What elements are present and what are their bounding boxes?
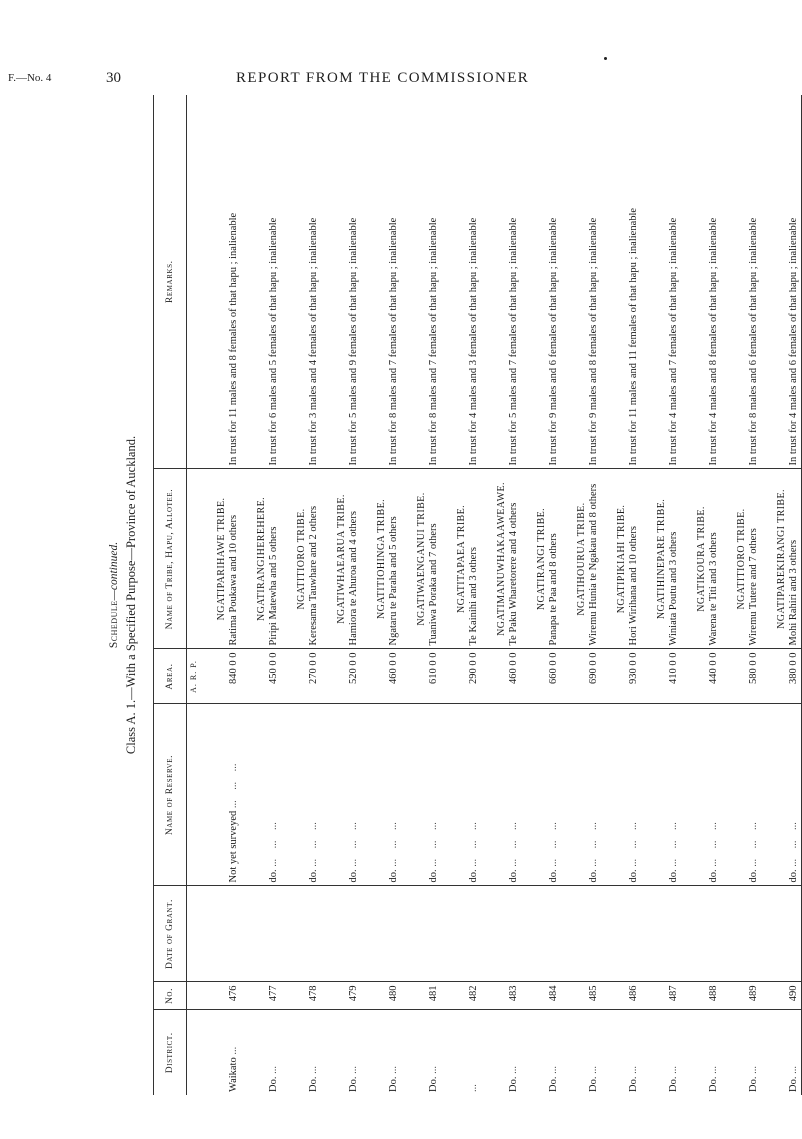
date-cell — [401, 886, 441, 982]
col-district: District. — [154, 1010, 187, 1095]
remarks-cell: In trust for 9 males and 6 females of that hapu ; inalienable — [548, 217, 559, 466]
reserve-cell: do. ... ... ... — [521, 704, 561, 886]
tribe-name: NGATIRANGIHEREHERE. — [256, 497, 267, 621]
reserve-cell: do. ... ... ... — [601, 704, 641, 886]
district-cell: Do. ... — [321, 1010, 361, 1095]
reserve-cell: do. ... ... ... — [401, 704, 441, 886]
allotee-name: Mohi Rahiri and 3 others — [788, 539, 799, 646]
reserve-cell: do. ... ... ... — [681, 704, 721, 886]
district-cell: Do. ... — [561, 1010, 601, 1095]
remarks-cell: In trust for 4 males and 7 females of that hapu ; inalienable — [668, 217, 679, 466]
tribe-cell — [321, 469, 361, 649]
tribe-name: NGATITIOHINGA TRIBE. — [376, 498, 387, 620]
area-cell: 440 0 0 — [681, 649, 721, 704]
allotee-name: Hori Wirihana and 10 others — [628, 525, 639, 646]
tribe-cell — [441, 469, 481, 649]
tribe-cell — [721, 469, 761, 649]
district-cell: Do. ... — [401, 1010, 441, 1095]
rotated-schedule — [108, 95, 799, 1095]
allotee-name: Wiremu Hunia te Ngakau and 8 others — [588, 483, 599, 646]
district-cell: Waikato ... — [201, 1010, 241, 1095]
col-area: Area. — [154, 649, 187, 704]
table-row — [761, 95, 802, 1095]
area-cell: 290 0 0 — [441, 649, 481, 704]
number-cell: 480 — [361, 982, 401, 1010]
tribe-cell — [201, 469, 241, 649]
remarks-cell: In trust for 11 males and 11 females of that hapu ; inalienable — [628, 207, 639, 466]
number-cell: 488 — [681, 982, 721, 1010]
table-row — [681, 95, 721, 1095]
date-cell — [641, 886, 681, 982]
reserves-table — [153, 95, 802, 1095]
col-reserve: Name of Reserve. — [154, 704, 187, 886]
district-cell: Do. ... — [281, 1010, 321, 1095]
table-row — [601, 95, 641, 1095]
reserve-cell: do. ... ... ... — [361, 704, 401, 886]
remarks-cell: In trust for 5 males and 9 females of that hapu ; inalienable — [348, 217, 359, 466]
units-row — [187, 95, 202, 1095]
area-cell: 450 0 0 — [241, 649, 281, 704]
table-row — [521, 95, 561, 1095]
date-cell — [281, 886, 321, 982]
page-reference: F.—No. 4 — [8, 72, 52, 84]
area-cell: 930 0 0 — [601, 649, 641, 704]
table-row — [401, 95, 441, 1095]
area-cell: 410 0 0 — [641, 649, 681, 704]
allotee-name: Hamiora te Ahuroa and 4 others — [348, 511, 359, 646]
page-header — [0, 70, 700, 92]
number-cell: 476 — [201, 982, 241, 1010]
tribe-name: NGATIPAREKIRANGI TRIBE. — [776, 489, 787, 629]
allotee-name: Panapa te Paa and 8 others — [548, 533, 559, 646]
area-units: A. R. P. — [187, 649, 202, 704]
number-cell: 482 — [441, 982, 481, 1010]
number-cell: 484 — [521, 982, 561, 1010]
allotee-name: Warena te Titi and 3 others — [708, 532, 719, 646]
table-row — [721, 95, 761, 1095]
date-cell — [481, 886, 521, 982]
area-cell: 380 0 0 — [761, 649, 802, 704]
number-cell: 481 — [401, 982, 441, 1010]
number-cell: 483 — [481, 982, 521, 1010]
number-cell: 478 — [281, 982, 321, 1010]
tribe-cell — [521, 469, 561, 649]
date-cell — [201, 886, 241, 982]
table-row — [481, 95, 521, 1095]
date-cell — [561, 886, 601, 982]
table-header-row — [154, 95, 187, 1095]
table-row — [561, 95, 601, 1095]
col-no: No. — [154, 982, 187, 1010]
date-cell — [521, 886, 561, 982]
tribe-cell — [601, 469, 641, 649]
reserve-cell: do. ... ... ... — [321, 704, 361, 886]
table-row — [201, 95, 241, 1095]
tribe-name: NGATIKOURA TRIBE. — [696, 506, 707, 612]
tribe-cell — [281, 469, 321, 649]
tribe-name: NGATITIORO TRIBE. — [736, 508, 747, 610]
reserve-cell: do. ... ... ... — [441, 704, 481, 886]
date-cell — [761, 886, 802, 982]
area-cell: 460 0 0 — [481, 649, 521, 704]
district-cell: Do. ... — [481, 1010, 521, 1095]
col-remarks: Remarks. — [154, 95, 187, 469]
remarks-cell: In trust for 4 males and 8 females of that hapu ; inalienable — [708, 217, 719, 466]
table-row — [641, 95, 681, 1095]
remarks-cell: In trust for 6 males and 5 females of that hapu ; inalienable — [268, 217, 279, 466]
district-cell: Do. ... — [721, 1010, 761, 1095]
number-cell: 486 — [601, 982, 641, 1010]
allotee-name: Te Paku Wharetorere and 4 others — [508, 502, 519, 646]
district-cell: Do. ... — [241, 1010, 281, 1095]
schedule-caption: Schedule—continued. — [108, 541, 120, 649]
area-cell: 660 0 0 — [521, 649, 561, 704]
remarks-cell: In trust for 5 males and 7 females of that hapu ; inalienable — [508, 217, 519, 466]
remarks-cell: In trust for 8 males and 6 females of that hapu ; inalienable — [748, 217, 759, 466]
area-cell: 690 0 0 — [561, 649, 601, 704]
table-row — [281, 95, 321, 1095]
reserve-cell: do. ... ... ... — [561, 704, 601, 886]
col-tribe: Name of Tribe, Hapu, Allotee. — [154, 469, 187, 649]
allotee-name: Keresama Tauwhare and 2 others — [308, 505, 319, 646]
date-cell — [361, 886, 401, 982]
number-cell: 477 — [241, 982, 281, 1010]
tribe-name: NGATIRANGI TRIBE. — [536, 507, 547, 611]
area-cell: 270 0 0 — [281, 649, 321, 704]
reserve-cell: do. ... ... ... — [281, 704, 321, 886]
area-cell: 460 0 0 — [361, 649, 401, 704]
remarks-cell: In trust for 3 males and 4 females of that hapu ; inalienable — [308, 217, 319, 466]
number-cell: 487 — [641, 982, 681, 1010]
tribe-cell — [641, 469, 681, 649]
date-cell — [241, 886, 281, 982]
district-cell: Do. ... — [521, 1010, 561, 1095]
table-row — [441, 95, 481, 1095]
running-head: REPORT FROM THE COMMISSIONER — [236, 70, 530, 86]
remarks-cell: In trust for 4 males and 3 females of that hapu ; inalienable — [468, 217, 479, 466]
area-cell: 580 0 0 — [721, 649, 761, 704]
allotee-name: Piripi Matewha and 5 others — [268, 526, 279, 646]
tribe-name: NGATIMANUWHAKAAWEAWE. — [496, 482, 507, 636]
tribe-name: NGATIHOURUA TRIBE. — [576, 502, 587, 616]
tribe-name: NGATIPIKIAHI TRIBE. — [616, 504, 627, 614]
tribe-cell — [681, 469, 721, 649]
reserve-cell: do. ... ... ... — [721, 704, 761, 886]
date-cell — [601, 886, 641, 982]
remarks-cell: In trust for 8 males and 7 females of that hapu ; inalienable — [428, 217, 439, 466]
number-cell: 490 — [761, 982, 802, 1010]
allotee-name: Winiata Poutu and 3 others — [668, 531, 679, 646]
district-cell: Do. ... — [641, 1010, 681, 1095]
table-row — [321, 95, 361, 1095]
reserve-cell: do. ... ... ... — [241, 704, 281, 886]
table-row — [241, 95, 281, 1095]
allotee-name: Tuaniwa Poraka and 7 others — [428, 523, 439, 646]
number-cell: 479 — [321, 982, 361, 1010]
district-cell: Do. ... — [761, 1010, 802, 1095]
tribe-cell — [401, 469, 441, 649]
area-cell: 840 0 0 — [201, 649, 241, 704]
class-caption: Class A. 1.—With a Specified Purpose—Province of Auckland. — [124, 435, 138, 755]
tribe-cell — [361, 469, 401, 649]
tribe-cell — [761, 469, 802, 649]
tribe-name: NGATIWHAEARUA TRIBE. — [336, 494, 347, 624]
area-cell: 520 0 0 — [321, 649, 361, 704]
remarks-cell: In trust for 11 males and 8 females of that hapu ; inalienable — [228, 212, 239, 466]
reserve-cell: do. ... ... ... — [761, 704, 802, 886]
tribe-cell — [241, 469, 281, 649]
remarks-cell: In trust for 9 males and 8 females of that hapu ; inalienable — [588, 217, 599, 466]
allotee-name: Ngataru te Paraha and 5 others — [388, 516, 399, 646]
district-cell: Do. ... — [681, 1010, 721, 1095]
remarks-cell: In trust for 4 males and 6 females of that hapu ; inalienable — [761, 95, 802, 469]
district-cell: Do. ... — [361, 1010, 401, 1095]
date-cell — [681, 886, 721, 982]
table-row — [361, 95, 401, 1095]
tribe-name: NGATITIORO TRIBE. — [296, 508, 307, 610]
tribe-cell — [481, 469, 521, 649]
tribe-name: NGATIWAENGANUI TRIBE. — [416, 492, 427, 626]
reserve-cell: do. ... ... ... — [481, 704, 521, 886]
date-cell — [721, 886, 761, 982]
allotee-name: Te Kainihi and 3 others — [468, 547, 479, 646]
area-cell: 610 0 0 — [401, 649, 441, 704]
number-cell: 489 — [721, 982, 761, 1010]
date-cell — [321, 886, 361, 982]
tribe-name: NGATIPARIHAWE TRIBE. — [216, 497, 227, 621]
date-cell — [441, 886, 481, 982]
col-date: Date of Grant. — [154, 886, 187, 982]
remarks-cell: In trust for 8 males and 7 females of that hapu ; inalienable — [388, 217, 399, 466]
allotee-name: Wiremu Tutere and 7 others — [748, 528, 759, 646]
number-cell: 485 — [561, 982, 601, 1010]
district-cell: ... — [441, 1010, 481, 1095]
allotee-name: Ratima Poukawa and 10 others — [228, 514, 239, 646]
tribe-cell — [561, 469, 601, 649]
reserve-cell: do. ... ... ... — [641, 704, 681, 886]
district-cell: Do. ... — [601, 1010, 641, 1095]
ink-speck — [604, 57, 607, 60]
reserve-cell: Not yet surveyed ... ... ... — [201, 704, 241, 886]
page-number: 30 — [106, 70, 121, 86]
tribe-name: NGATITAPAEA TRIBE. — [456, 504, 467, 614]
tribe-name: NGATIHINEPARE TRIBE. — [656, 498, 667, 620]
